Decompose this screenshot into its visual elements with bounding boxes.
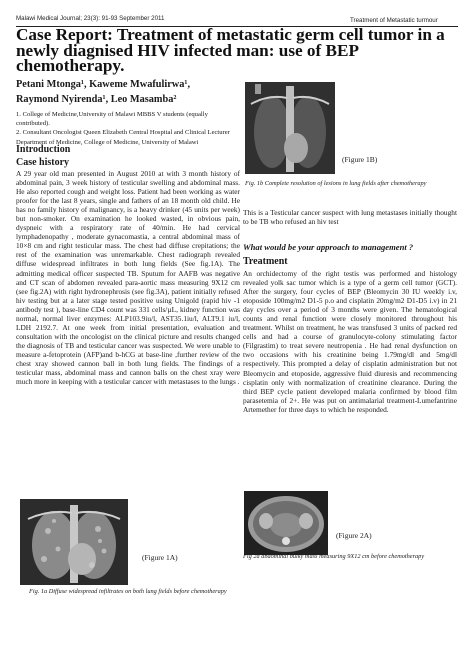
section-title: Treatment of Metastatic turmour [350, 17, 438, 24]
management-question-heading: What would be your approach to management ? [243, 242, 414, 252]
journal-citation: Malawi Medical Journal; 23(3): 91-93 September 2011 [16, 15, 165, 22]
figure-2a-ct-image [244, 491, 328, 555]
author-line-1: Petani Mtonga¹, Kaweme Mwafulirwa¹, [16, 79, 191, 90]
article-title: Case Report: Treatment of metastatic germ cell tumor in a newly diagnised HIV infected man: use of BEP chemotherapy. [16, 25, 445, 75]
figure-2a-caption: Fig 2a abdominal bulky mass measuring 9X12 cm before chemotherapy [243, 553, 425, 560]
case-summary-text: This is a Testicular cancer suspect with lung metastases initially thought to be TB who refused an hiv test [243, 208, 457, 227]
figure-1b-xray-image [245, 82, 335, 174]
figure-2a-label: (Figure 2A) [336, 531, 372, 540]
affiliation-2: 2. Consultant Oncologist Queen Elizabeth Central Hospital and Clinical Lecturer Department of Medicine, College of Medicine, University of Malawi [16, 129, 230, 146]
author-list [16, 78, 236, 107]
figure-1b-label: (Figure 1B) [342, 155, 378, 164]
figure-1a-label: (Figure 1A) [142, 553, 178, 562]
treatment-heading: Treatment [243, 256, 288, 267]
affiliations [16, 110, 240, 147]
case-history-heading: Case history [16, 157, 70, 168]
author-line-2: Raymond Nyirenda¹, Leo Masamba² [16, 93, 177, 105]
introduction-heading: Introduction [16, 144, 71, 155]
affiliation-1: 1. College of Medicine,University of Malawi MBBS V students (equally contributed). [16, 111, 208, 128]
case-history-text: A 29 year old man presented in August 2010 at with 3 month history of abdominal pain, 3 week history of testicular swelling and abdominal mass. He also reported cough and weight loss. Patient had been working as water proofer for the last 8 years, single and fathers of an 18 month old child. He has no family history of malignancy, is a heavy drinker (45 units per week) but non-smoker. On examination he looked wasted, in obvious pain, dyspneic with a respiratory rate of 40/min. He had cervical lymphadenopathy , moderate gynacomastia, a central abdominal mass of 10×8 cm and right testicular mass. The chest had diffuse crepitations; the rest of the examination was unremarkable. Chest radiograph revealed diffuse widespread infiltrates in both lung fields (See fig.1A). The admitting medical officer suspected TB. Sputum for AAFB was negative and CT scan of abdomen revealed para-aortic mass measuring 9X12 cm (see fig.2A) with right hydronephrosis (see fig.3A), patient initially refused hiv testing but at a later stage tested positive using Unigold (rapid hiv -1 antibody test ), base-line CD4 count was 331 cells/µL, kidney function was normal, normal liver enzymes: ALP103.9iu/l, AST35.1iu/l, ALT9.1 iu/l, LDH 2192.7. At one week from initial presentation, evaluation and consultation with the oncologist on the clinical picture and results changed the diagnosis of TB and testicular cancer was suspected. We were unable to measure a-fetoprotein (AFP)and b-hCG at base-line ,further review of the chest xray showed cannon ball in both lung fields. The findings of a testicular mass, abdominal mass and cannon balls on the chest xray were much more in keeping with a testicular cancer with metastases to the lungs . [16, 169, 240, 387]
figure-1b-caption: Fig. 1b Complete resolution of lesions in lung fields after chemotherapy [245, 180, 427, 187]
figure-1a-caption: Fig. 1a Diffuse widespread infiltrates on both lung fields before chemotherapy [29, 588, 227, 595]
treatment-text: An orchidectomy of the right testis was performed and histology revealed yolk sac tumor which is a type of a germ cell tumor (GCT). After the surgery, four cycles of BEP (Bleomycin 30 IU weekly i.v, etoposide 100mg/m2 D1-5 p.o and cisplatin 20mg/m2 D1-D5 i.v) in 21 day cycles over a period of 3 months were given. The hematological counts and renal function were closely monitored throughout his treatment. Whilst on treatment, he was transfused 3 units of packed red cells and had a course of granulocyte-colony stimulating factor (Filgrastim) to treat severe neutropenia . He had renal dysfunction on two occasions with his creatinine being 1.79mg/dl and 5mg/dl respectively. This prompted a delay of cisplatin administration but not Bleomycin and etoposide, aggressive fluid diuresis and recommencing cisplatin only with normalization of creatinine clearance. During the third BEP cycle patient developed malaria confirmed by blood film parasetemia of 2+. He was put on antimalarial treatment-Lumefantrine Artemether for three days to which he responded. [243, 269, 457, 414]
figure-1a-xray-image [20, 499, 128, 585]
